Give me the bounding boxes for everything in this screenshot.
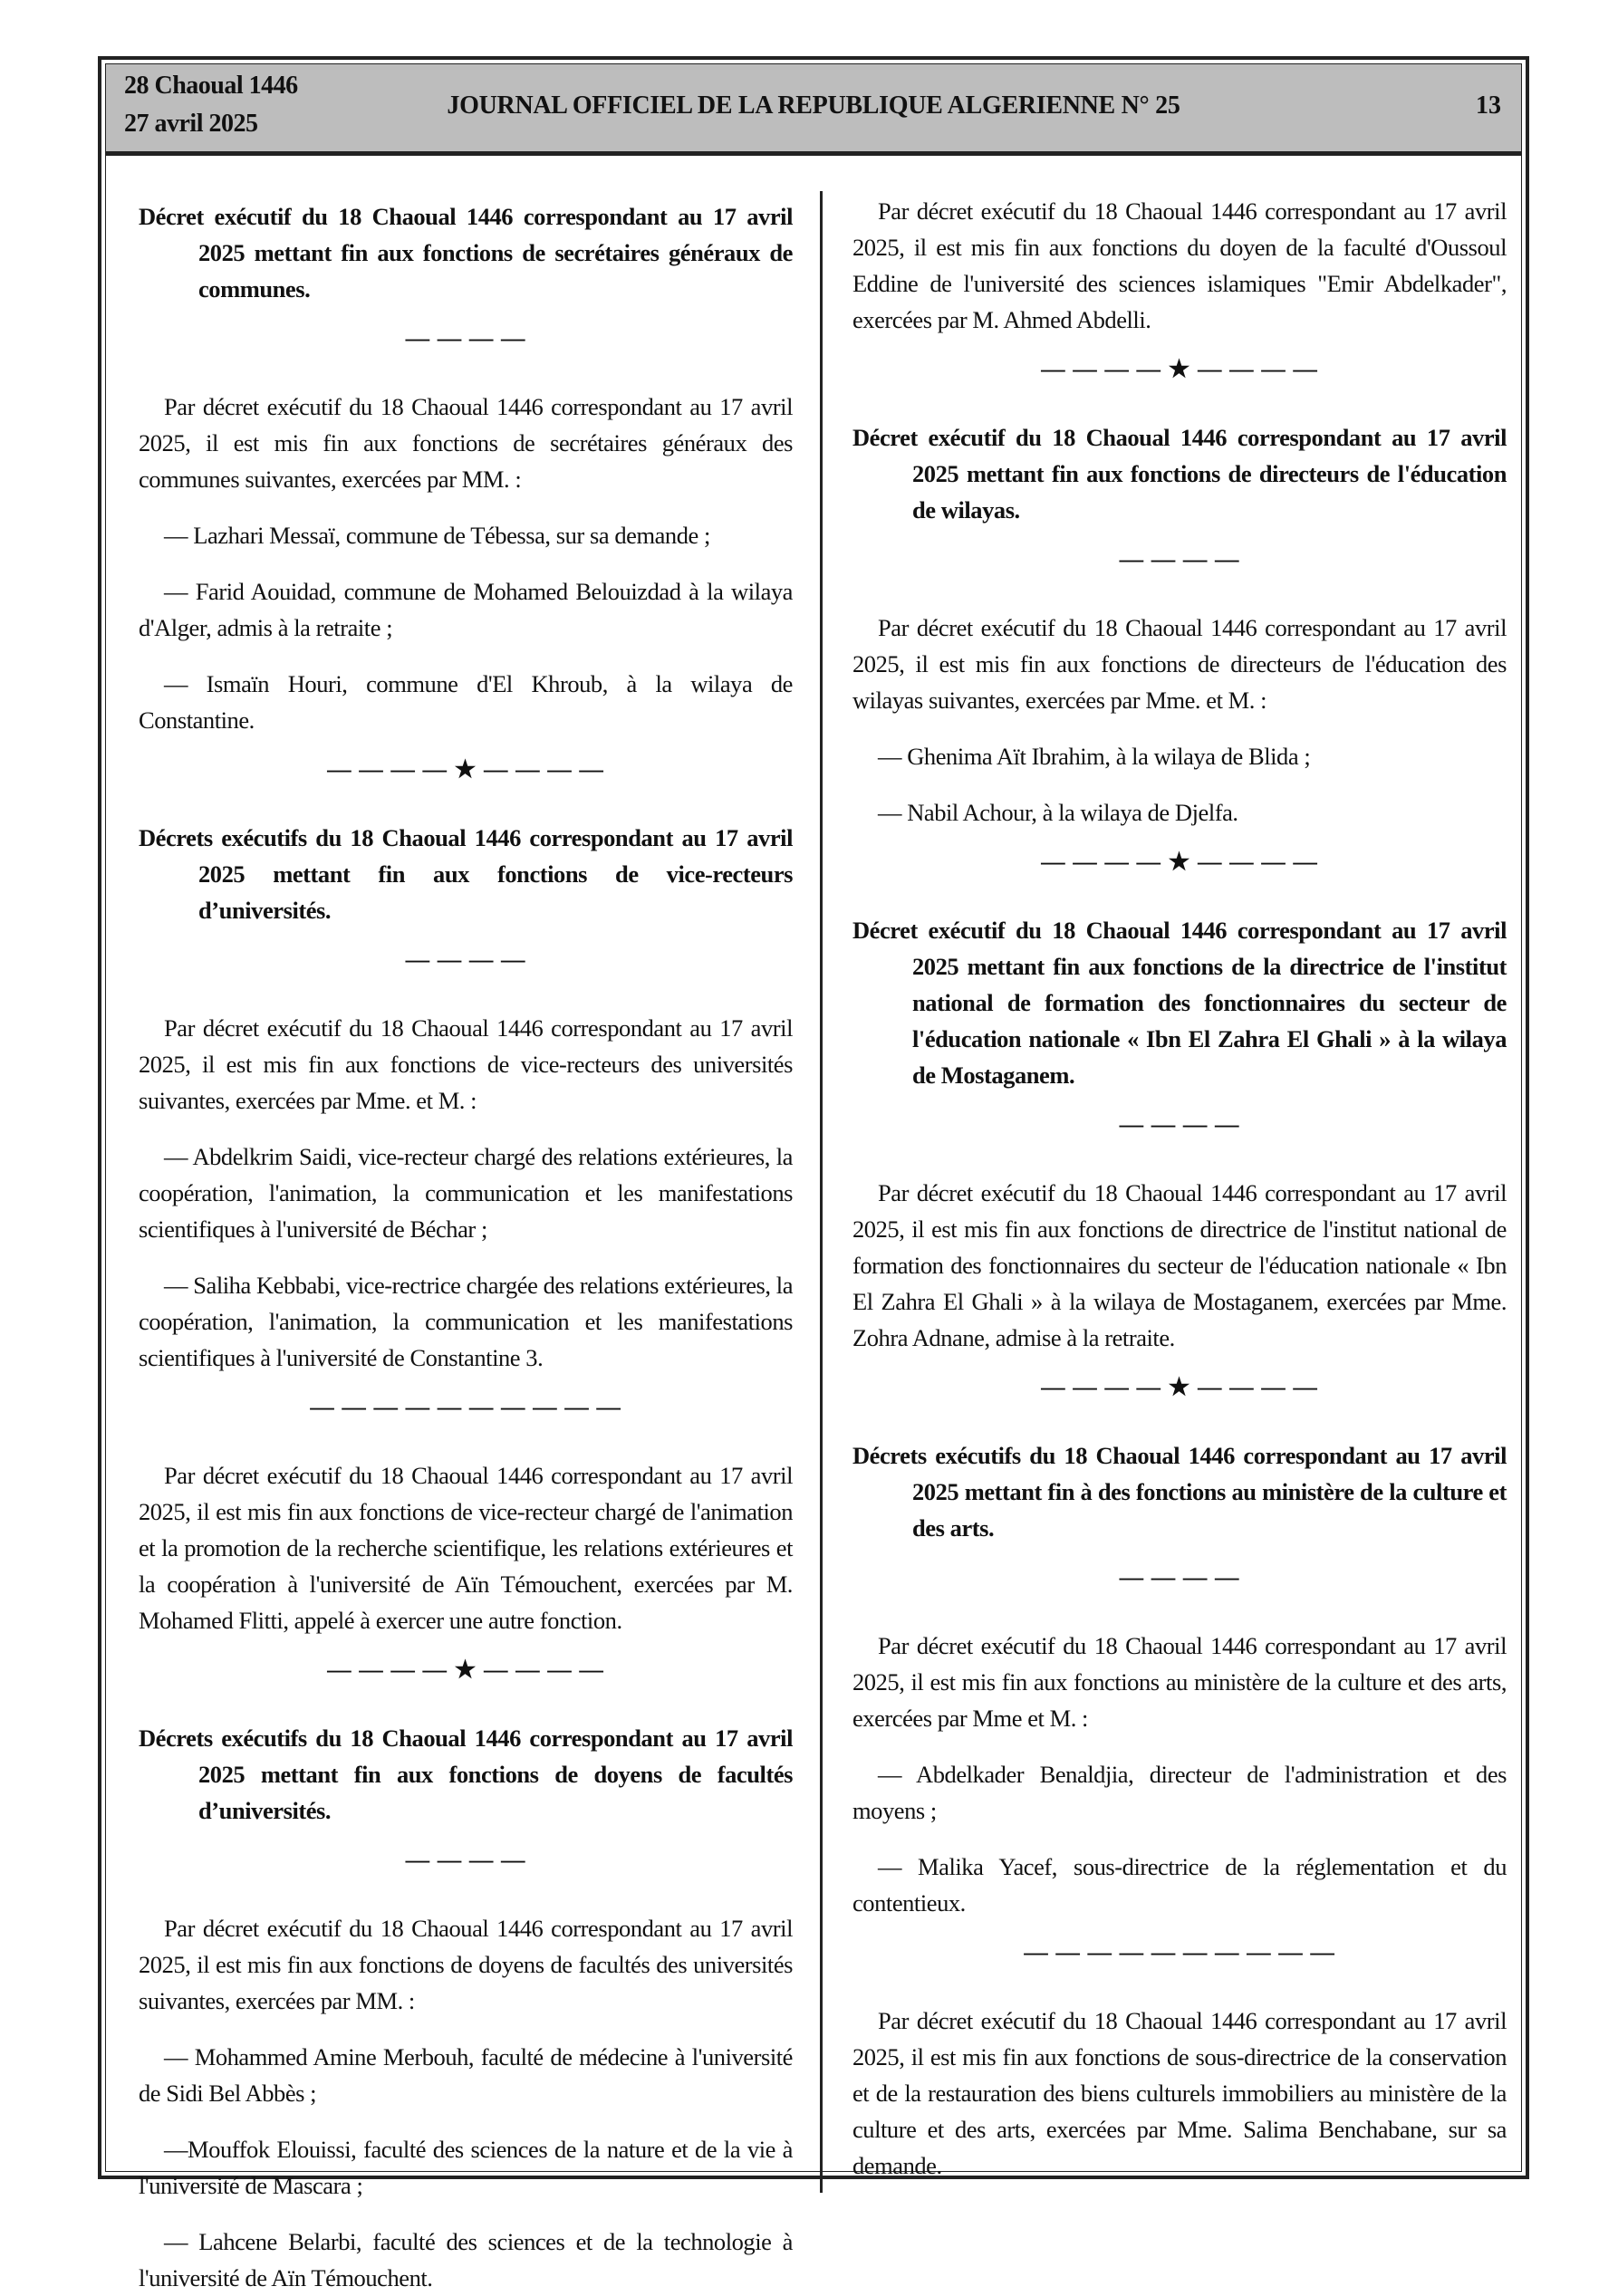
decree-paragraph: Par décret exécutif du 18 Chaoual 1446 correspondant au 17 avril 2025, il est mis fin aux fonctions au ministère de la culture et des arts, exercées par Mme et M. : bbox=[852, 1632, 1507, 1732]
spacer bbox=[139, 2111, 793, 2131]
spacer bbox=[139, 787, 793, 820]
spacer bbox=[852, 1546, 1507, 1559]
spacer bbox=[852, 1829, 1507, 1849]
list-item: — Abdelkrim Saidi, vice-recteur chargé des relations extérieures, la coopération, l'animation, la communication et les manifestations scientifiques à l'université de Béchar ; bbox=[139, 1143, 793, 1243]
spacer bbox=[139, 1638, 793, 1651]
decree-heading: Décrets exécutifs du 18 Chaoual 1446 correspondant au 17 avril 2025 mettant fin aux fonctions de doyens de facultés d’universités. bbox=[139, 1724, 793, 1824]
spacer bbox=[139, 646, 793, 666]
spacer bbox=[139, 307, 793, 320]
spacer bbox=[139, 1878, 793, 1910]
star-separator: — — — — ★ — — — — bbox=[1041, 848, 1318, 875]
decree-paragraph: Par décret exécutif du 18 Chaoual 1446 correspondant au 17 avril 2025, il est mis fin aux fonctions de directrice de l'institut national de formation des fonctionnaires du secteur de l'éducation nationale « Ibn El Zahra El Ghali » à la wilaya de Mostaganem, exercées par Mme. Zohra Adnane, admise à la retraite. bbox=[852, 1179, 1507, 1351]
list-item: — Lazhari Messaï, commune de Tébessa, sur sa demande ; bbox=[164, 522, 710, 549]
journal-header bbox=[106, 64, 1521, 156]
spacer bbox=[852, 879, 1507, 912]
spacer bbox=[852, 774, 1507, 794]
column-divider bbox=[820, 191, 823, 2193]
list-item: — Lahcene Belarbi, faculté des sciences et de la technologie à l'université de Aïn Témouchent. bbox=[139, 2228, 793, 2291]
decree-paragraph: Par décret exécutif du 18 Chaoual 1446 correspondant au 17 avril 2025, il est mis fin aux fonctions de vice-recteur chargé de l'animation et la promotion de la recherche scientifique, les relations extérieures et la coopération à l'université de Aïn Témouchent, exercées par M. Mohamed Flitti, appelé à exercer une autre fonction. bbox=[139, 1462, 793, 1634]
spacer bbox=[139, 1119, 793, 1138]
journal-title: JOURNAL OFFICIEL DE LA REPUBLIQUE ALGERIENNE N° 25 bbox=[447, 91, 1180, 120]
spacer bbox=[852, 577, 1507, 610]
spacer bbox=[852, 528, 1507, 541]
spacer bbox=[139, 738, 793, 751]
page-frame bbox=[98, 56, 1529, 2291]
short-dash-separator: — — — — bbox=[405, 946, 526, 973]
header-date-gregorian: 27 avril 2025 bbox=[124, 110, 258, 138]
decree-paragraph: Par décret exécutif du 18 Chaoual 1446 correspondant au 17 avril 2025, il est mis fin aux fonctions de secrétaires généraux des communes suivantes, exercées par MM. : bbox=[139, 393, 793, 493]
star-separator: — — — — ★ — — — — bbox=[1041, 1373, 1318, 1400]
spacer bbox=[852, 831, 1507, 843]
spacer bbox=[139, 1829, 793, 1841]
spacer bbox=[139, 356, 793, 389]
decree-paragraph: Par décret exécutif du 18 Chaoual 1446 correspondant au 17 avril 2025, il est mis fin aux fonctions de sous-directrice de la conservation et de la restauration des biens culturels immobiliers au ministère de la culture et des arts, exercées par Mme. Salima Benchabane, sur sa demande. bbox=[852, 2007, 1507, 2179]
spacer bbox=[852, 718, 1507, 738]
list-item: — Abdelkader Benaldjia, directeur de l'administration et des moyens ; bbox=[852, 1761, 1507, 1824]
star-separator: — — — — ★ — — — — bbox=[327, 1656, 604, 1683]
decree-paragraph: Par décret exécutif du 18 Chaoual 1446 correspondant au 17 avril 2025, il est mis fin aux fonctions de doyens de facultés des universités suivantes, exercées par MM. : bbox=[139, 1915, 793, 2014]
short-dash-separator: — — — — bbox=[1119, 1110, 1240, 1138]
decree-heading: Décret exécutif du 18 Chaoual 1446 correspondant au 17 avril 2025 mettant fin aux fonctions de secrétaires généraux de communes. bbox=[139, 203, 793, 303]
spacer bbox=[139, 928, 793, 941]
spacer bbox=[139, 1425, 793, 1457]
spacer bbox=[852, 1921, 1507, 1934]
spacer bbox=[852, 1142, 1507, 1175]
right-column bbox=[852, 193, 1507, 2184]
decree-heading: Décrets exécutifs du 18 Chaoual 1446 correspondant au 17 avril 2025 mettant fin aux fonctions de vice-recteurs d’universités. bbox=[139, 824, 793, 924]
short-dash-separator: — — — — bbox=[1119, 1563, 1240, 1590]
left-column bbox=[139, 198, 793, 2296]
list-item: — Farid Aouidad, commune de Mohamed Belouizdad à la wilaya d'Alger, admis à la retraite ; bbox=[139, 578, 793, 641]
list-item: — Ghenima Aït Ibrahim, à la wilaya de Blida ; bbox=[878, 743, 1311, 770]
spacer bbox=[852, 338, 1507, 351]
list-item: — Mohammed Amine Merbouh, faculté de médecine à l'université de Sidi Bel Abbès ; bbox=[139, 2043, 793, 2107]
spacer bbox=[139, 2019, 793, 2039]
list-item: — Ismaïn Houri, commune d'El Khroub, à la wilaya de Constantine. bbox=[139, 670, 793, 734]
decree-heading: Décret exécutif du 18 Chaoual 1446 correspondant au 17 avril 2025 mettant fin aux fonctions de directeurs de l'éducation de wilayas. bbox=[852, 424, 1507, 524]
long-dash-separator: — — — — — — — — — — bbox=[310, 1393, 621, 1420]
decree-paragraph: Par décret exécutif du 18 Chaoual 1446 correspondant au 17 avril 2025, il est mis fin aux fonctions de vice-recteurs des universités suivantes, exercées par Mme. et M. : bbox=[139, 1014, 793, 1114]
spacer bbox=[852, 1970, 1507, 2003]
long-dash-separator: — — — — — — — — — — bbox=[1024, 1938, 1335, 1965]
spacer bbox=[852, 1093, 1507, 1106]
decree-paragraph: Par décret exécutif du 18 Chaoual 1446 correspondant au 17 avril 2025, il est mis fin aux fonctions de directeurs de l'éducation des wilayas suivantes, exercées par Mme. et M. : bbox=[852, 614, 1507, 714]
list-item: —Mouffok Elouissi, faculté des sciences de la nature et de la vie à l'université de Mascara ; bbox=[139, 2136, 793, 2199]
star-separator: — — — — ★ — — — — bbox=[327, 755, 604, 783]
spacer bbox=[852, 1405, 1507, 1437]
header-date-hijri: 28 Chaoual 1446 bbox=[124, 72, 298, 100]
spacer bbox=[852, 387, 1507, 419]
spacer bbox=[139, 2204, 793, 2224]
star-separator: — — — — ★ — — — — bbox=[1041, 355, 1318, 382]
spacer bbox=[139, 1376, 793, 1388]
short-dash-separator: — — — — bbox=[405, 324, 526, 351]
decree-heading: Décrets exécutifs du 18 Chaoual 1446 correspondant au 17 avril 2025 mettant fin à des fonctions au ministère de la culture et des arts. bbox=[852, 1442, 1507, 1542]
spacer bbox=[852, 1356, 1507, 1369]
short-dash-separator: — — — — bbox=[405, 1846, 526, 1873]
spacer bbox=[852, 1595, 1507, 1628]
spacer bbox=[139, 553, 793, 573]
spacer bbox=[852, 1736, 1507, 1756]
list-item: — Nabil Achour, à la wilaya de Djelfa. bbox=[878, 799, 1238, 826]
page-inner-border bbox=[105, 63, 1522, 2291]
page-number: 13 bbox=[1476, 91, 1501, 120]
spacer bbox=[139, 1687, 793, 1720]
short-dash-separator: — — — — bbox=[1119, 545, 1240, 572]
list-item: — Malika Yacef, sous-directrice de la réglementation et du contentieux. bbox=[852, 1853, 1507, 1917]
spacer bbox=[139, 1247, 793, 1267]
decree-heading: Décret exécutif du 18 Chaoual 1446 correspondant au 17 avril 2025 mettant fin aux fonctions de la directrice de l'institut national de formation des fonctionnaires du secteur de l'éducation nationale « Ibn El Zahra El Ghali » à la wilaya de Mostaganem. bbox=[852, 917, 1507, 1089]
spacer bbox=[139, 977, 793, 1010]
decree-paragraph: Par décret exécutif du 18 Chaoual 1446 correspondant au 17 avril 2025, il est mis fin aux fonctions du doyen de la faculté d'Oussoul Eddine de l'université des sciences islamiques "Emir Abdelkader", exercées par M. Ahmed Abdelli. bbox=[852, 197, 1507, 333]
list-item: — Saliha Kebbabi, vice-rectrice chargée des relations extérieures, la coopération, l'animation, la communication et les manifestations scientifiques à l'université de Constantine 3. bbox=[139, 1272, 793, 1371]
spacer bbox=[139, 497, 793, 517]
